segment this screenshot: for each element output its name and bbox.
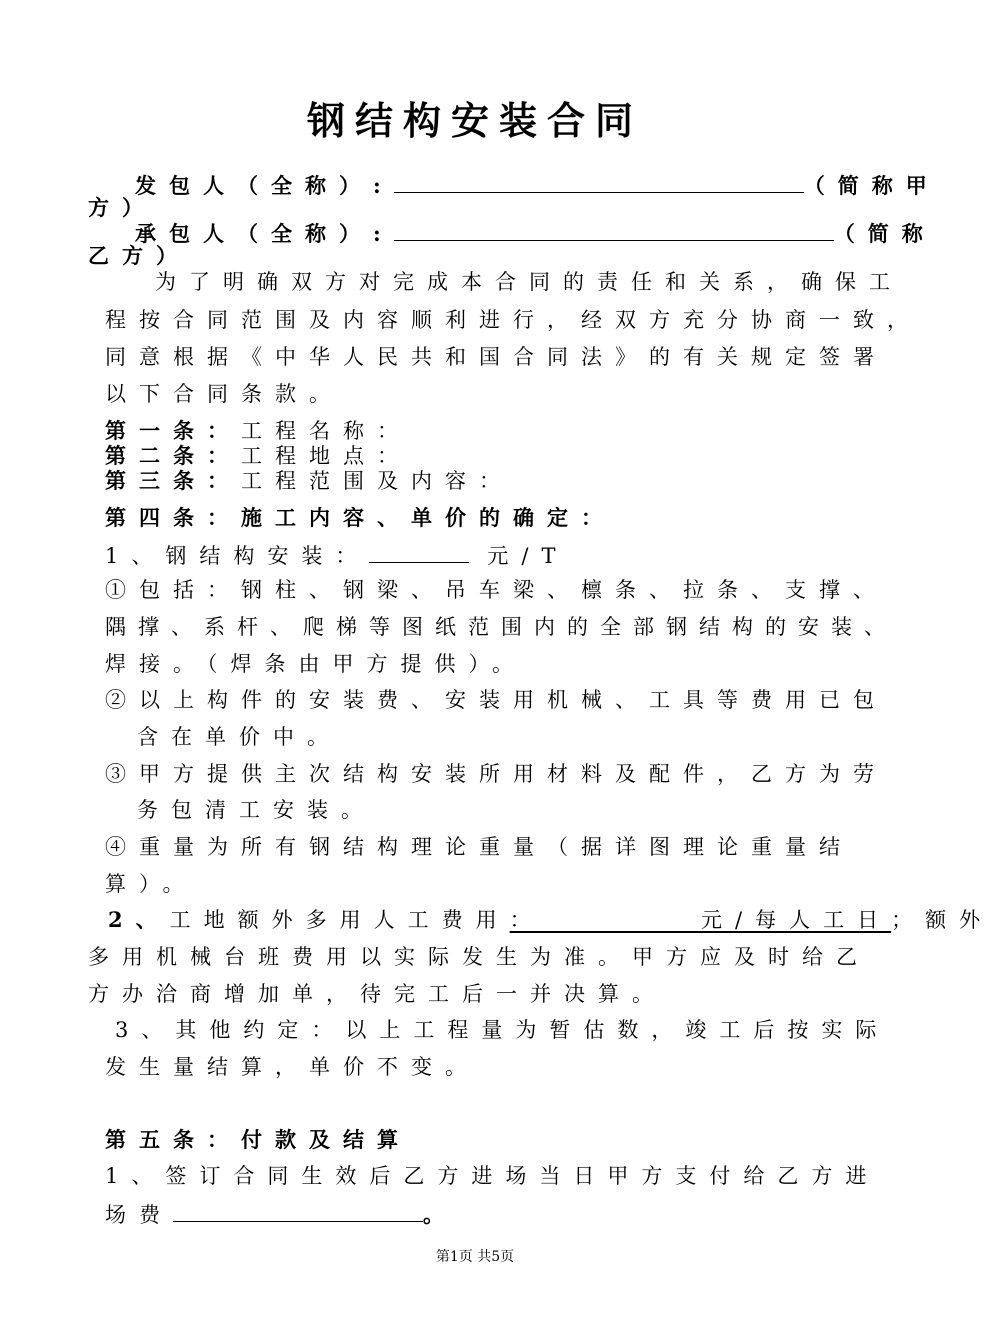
item-1-detail: 隅撑、系杆、爬梯等图纸范围内的全部钢结构的安装、 (105, 615, 897, 639)
intro-line: 程按合同范围及内容顺利进行，经双方充分协商一致， (105, 308, 921, 332)
item-2-line (108, 906, 993, 934)
article-3-label: 第三条： (105, 468, 241, 493)
item-1-detail: 焊接。（焊条由甲方提供）。 (105, 652, 526, 676)
party-a-wrap: 方） (88, 195, 156, 220)
intro-line: 为了明确双方对完成本合同的责任和关系，确保工 (155, 270, 903, 294)
item-1-prefix: 1、钢结构安装： (105, 544, 370, 568)
item-1-detail: 务包清工安装。 (137, 798, 375, 822)
payment-1-label: 场费 (105, 1203, 173, 1227)
party-a-suffix: （简称甲 (803, 173, 940, 198)
item-3-line: 发生量结算，单价不变。 (105, 1055, 479, 1079)
article-1-text: 工程名称： (241, 419, 411, 443)
item-1-detail: 含在单价中。 (137, 725, 341, 749)
item-2-detail: 多用机械台班费用以实际发生为准。甲方应及时给乙 (88, 945, 870, 969)
item-2-detail: 方办洽商增加单，待完工后一并决算。 (88, 982, 666, 1006)
article-1-label: 第一条： (105, 418, 241, 443)
item-3-line: 3、其他约定：以上工程量为暂估数，竣工后按实际 (115, 1018, 890, 1042)
item-1-detail: 算）。 (105, 872, 197, 896)
article-2 (105, 442, 411, 470)
article-2-text: 工程地点： (241, 444, 411, 468)
item-2-number: 2、 (108, 907, 170, 932)
party-b-line (135, 218, 936, 248)
party-b-blank (394, 218, 834, 241)
item-1-detail: ③甲方提供主次结构安装所用材料及配件，乙方为劳 (105, 762, 887, 786)
party-a-line (135, 170, 940, 200)
item-2-text: 工地额外多用人工费用 (169, 908, 510, 932)
article-5-title: 第五条：付款及结算 (105, 1127, 411, 1152)
payment-1-line (105, 1199, 457, 1229)
item-2-rate: ： 元/每人工日 (509, 908, 892, 932)
payment-1-line: 1、签订合同生效后乙方进场当日甲方支付给乙方进 (105, 1164, 880, 1188)
intro-line: 以下合同条款。 (105, 382, 343, 406)
item-1-detail: ④重量为所有钢结构理论重量（据详图理论重量结 (105, 835, 853, 859)
article-3-text: 工程范围及内容： (241, 469, 513, 493)
item-1-detail: ①包括：钢柱、钢梁、吊车梁、檩条、拉条、支撑、 (105, 578, 887, 602)
entry-fee-blank (173, 1199, 423, 1222)
party-b-suffix: （简称 (833, 221, 936, 246)
article-2-label: 第二条： (105, 443, 241, 468)
item-1-line (105, 540, 568, 570)
payment-1-end: 。 (423, 1202, 457, 1227)
item-1-price-blank (369, 540, 469, 563)
article-3 (105, 467, 513, 495)
intro-line: 同意根据《中华人民共和国合同法》的有关规定签署 (105, 345, 887, 369)
party-a-blank (394, 170, 804, 193)
item-1-detail: ②以上构件的安装费、安装用机械、工具等费用已包 (105, 688, 887, 712)
document-title: 钢结构安装合同 (306, 99, 643, 143)
party-a-label: 发包人（全称）: (135, 173, 394, 198)
article-1 (105, 417, 411, 445)
item-2-rest: ；额外 (891, 908, 993, 932)
party-b-label: 承包人（全称）: (135, 221, 394, 246)
page-footer: 第1页 共5页 (435, 1249, 515, 1265)
article-4-title: 第四条：施工内容、单价的确定： (105, 505, 615, 530)
party-b-wrap: 乙方） (88, 243, 190, 268)
item-1-unit: 元/T (487, 544, 569, 568)
